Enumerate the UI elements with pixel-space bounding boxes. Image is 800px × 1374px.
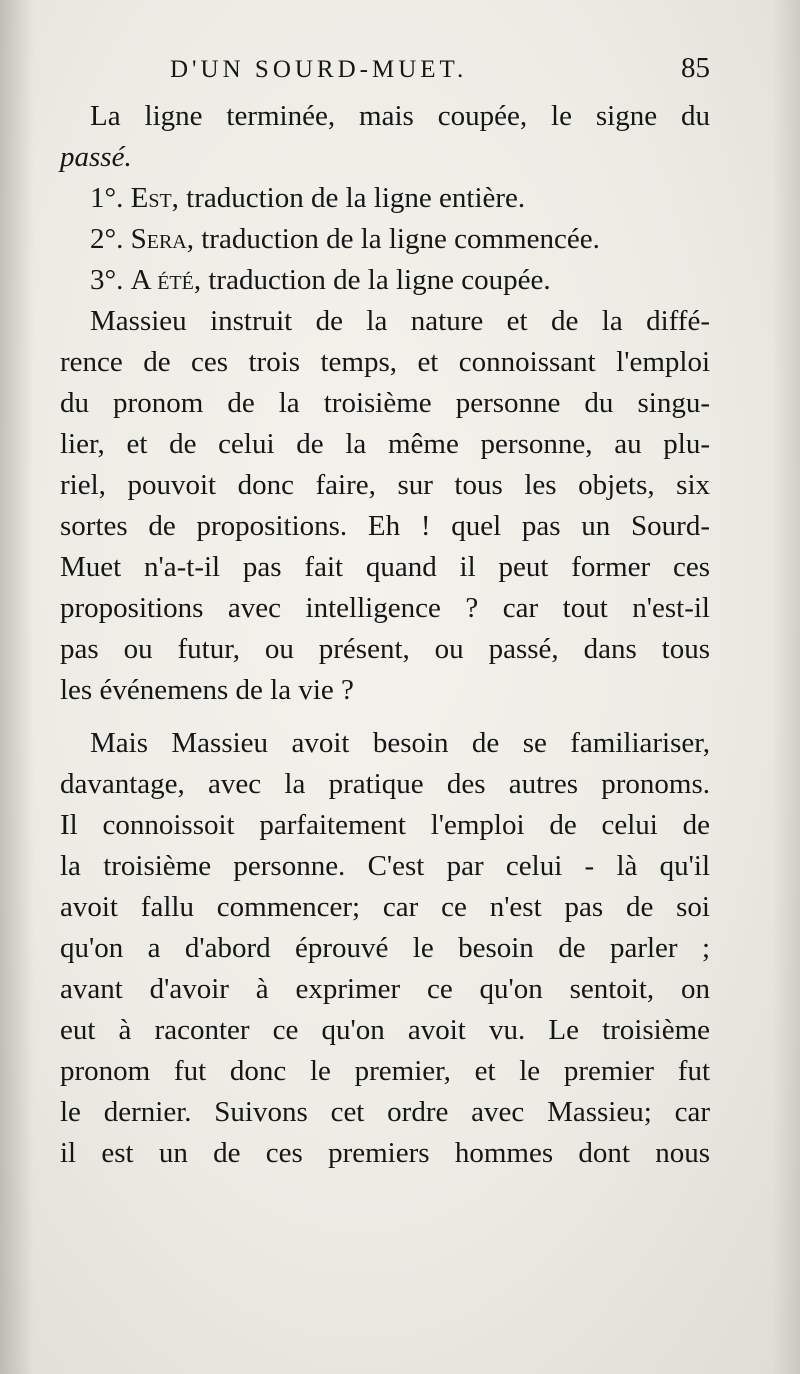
enum-term: A été	[130, 264, 194, 296]
text-line: rence de ces trois temps, et connoissant l'emploi	[60, 346, 710, 378]
text-line: riel, pouvoit donc faire, sur tous les objets, six	[60, 469, 710, 501]
text-line: lier, et de celui de la même personne, au plu-	[60, 428, 710, 460]
text-line: qu'on a d'abord éprouvé le besoin de parler ;	[60, 932, 710, 964]
text-line: davantage, avec la pratique des autres pronoms.	[60, 768, 710, 800]
text-line: avoit fallu commencer; car ce n'est pas de soi	[60, 891, 710, 923]
page-header	[170, 50, 710, 90]
text-line: propositions avec intelligence ? car tout n'est-il	[60, 592, 710, 624]
enum-item-1	[60, 178, 710, 219]
enum-text: , traduction de la ligne entière.	[171, 182, 526, 214]
page-body	[60, 96, 710, 1174]
text-line: Il connoissoit parfaitement l'emploi de celui de	[60, 809, 710, 841]
text-line: pas ou futur, ou présent, ou passé, dans tous	[60, 633, 710, 665]
enum-text: , traduction de la ligne coupée.	[193, 264, 551, 296]
enum-number: 3°.	[90, 264, 124, 296]
enum-text: , traduction de la ligne commencée.	[186, 223, 600, 255]
text-line: La ligne terminée, mais coupée, le signe du	[90, 100, 710, 132]
text-line: la troisième personne. C'est par celui - là qu'il	[60, 850, 710, 882]
page-number: 85	[681, 52, 710, 84]
text-line	[60, 137, 710, 178]
italic-word-passe: passé.	[60, 141, 132, 173]
enum-item-3	[60, 260, 710, 301]
text-line: il est un de ces premiers hommes dont nous	[60, 1137, 710, 1169]
text-line: Massieu instruit de la nature et de la diffé-	[90, 305, 710, 337]
text-line: eut à raconter ce qu'on avoit vu. Le troisième	[60, 1014, 710, 1046]
enum-number: 1°.	[90, 182, 124, 214]
enum-term: Est	[130, 182, 172, 214]
text-line: avant d'avoir à exprimer ce qu'on sentoit, on	[60, 973, 710, 1005]
enum-term: Sera	[130, 223, 187, 255]
enum-number: 2°.	[90, 223, 124, 255]
text-line: le dernier. Suivons cet ordre avec Massieu; car	[60, 1096, 710, 1128]
text-line: du pronom de la troisième personne du singu-	[60, 387, 710, 419]
text-line: Muet n'a-t-il pas fait quand il peut former ces	[60, 551, 710, 583]
text-line: les événemens de la vie ?	[60, 674, 354, 706]
text-line: pronom fut donc le premier, et le premier fut	[60, 1055, 710, 1087]
text-line: Mais Massieu avoit besoin de se familiariser,	[90, 727, 710, 759]
running-head: D'UN SOURD-MUET.	[170, 56, 468, 83]
enum-item-2	[60, 219, 710, 260]
text-line: sortes de propositions. Eh ! quel pas un Sourd-	[60, 510, 710, 542]
